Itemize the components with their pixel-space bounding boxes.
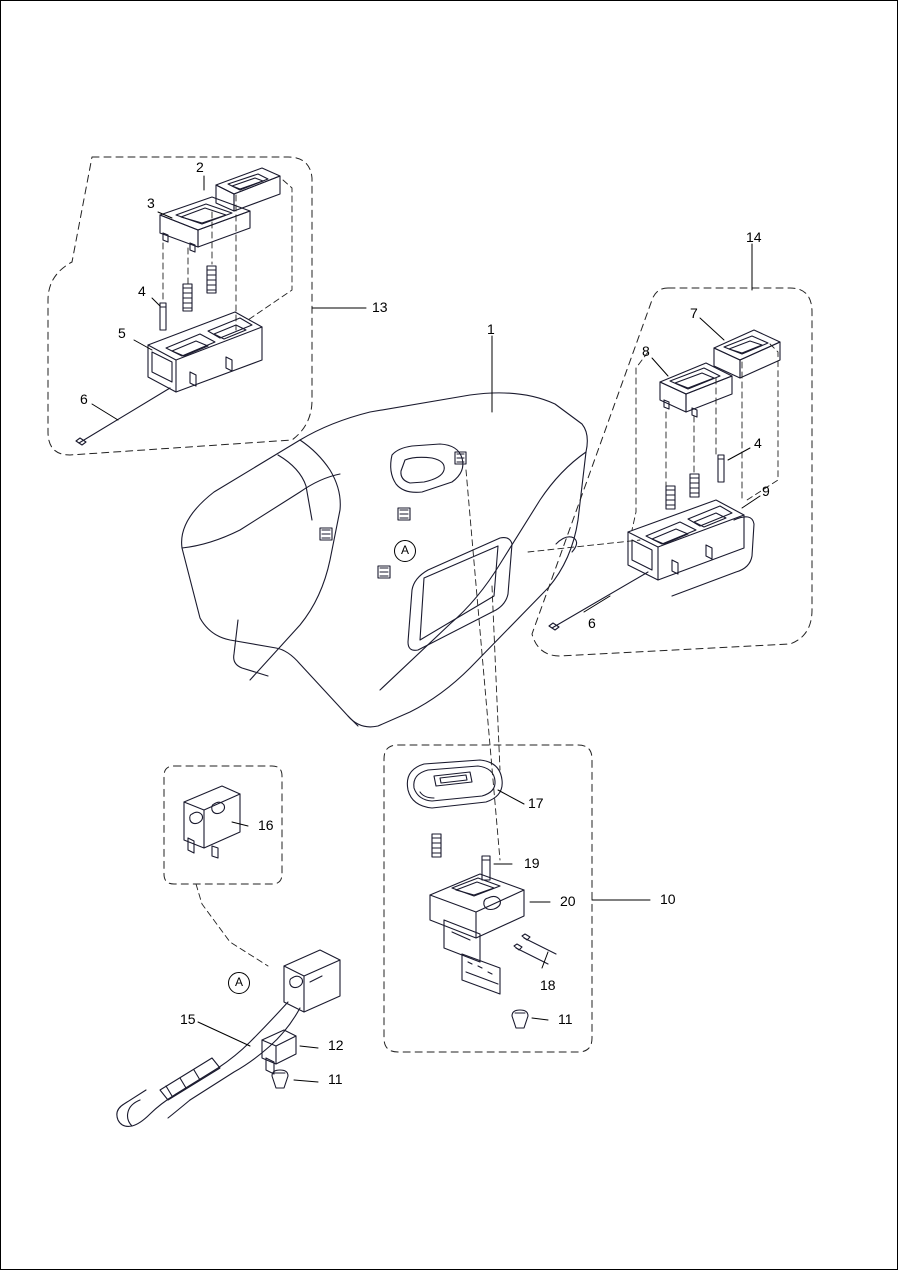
- part-5-shape: [148, 312, 262, 392]
- callout-14: 14: [746, 229, 762, 245]
- part-6-left-rod: [76, 388, 170, 445]
- part-18-pins: [514, 934, 556, 964]
- part-3-shape: [160, 197, 250, 252]
- part-6-right-rod: [549, 572, 648, 630]
- part-19-spring: [432, 834, 490, 880]
- callout-6-right: 6: [588, 615, 596, 631]
- callout-18: 18: [540, 977, 556, 993]
- reference-mark-a-main: A: [394, 540, 416, 562]
- leader-lines: [92, 176, 760, 1082]
- callout-5: 5: [118, 325, 126, 341]
- callout-19: 19: [524, 855, 540, 871]
- part-20-shape: [430, 874, 524, 994]
- callout-9: 9: [762, 483, 770, 499]
- part-4-right-springs: [666, 455, 724, 509]
- callout-2: 2: [196, 159, 204, 175]
- part-9-shape: [628, 500, 754, 596]
- group-13-boundary: [48, 157, 312, 455]
- callout-7: 7: [690, 305, 698, 321]
- installed-switch-shape: [284, 950, 340, 1012]
- group-14-boundary: [532, 288, 812, 656]
- callout-20: 20: [560, 893, 576, 909]
- part-11-right-screw: [512, 1010, 528, 1028]
- callout-3: 3: [147, 195, 155, 211]
- callout-4-right: 4: [754, 435, 762, 451]
- part-15-harness: [117, 1002, 300, 1126]
- callout-16: 16: [258, 817, 274, 833]
- callout-17: 17: [528, 795, 544, 811]
- part-17-shape: [407, 760, 502, 808]
- callout-10: 10: [660, 891, 676, 907]
- callout-4-left: 4: [138, 283, 146, 299]
- callout-12: 12: [328, 1037, 344, 1053]
- part-4-left-pin: [160, 303, 166, 330]
- callout-1: 1: [487, 321, 495, 337]
- callout-11-left: 11: [328, 1071, 343, 1087]
- part-7-shape: [714, 330, 780, 378]
- callout-15: 15: [180, 1011, 196, 1027]
- reference-mark-a-lower: A: [228, 972, 250, 994]
- callout-13: 13: [372, 299, 388, 315]
- callout-11-right: 11: [558, 1011, 573, 1027]
- part-2-shape: [216, 168, 280, 211]
- part-1-main-cover: [182, 393, 588, 727]
- part-8-shape: [660, 363, 732, 417]
- callout-8: 8: [642, 343, 650, 359]
- callout-6-left: 6: [80, 391, 88, 407]
